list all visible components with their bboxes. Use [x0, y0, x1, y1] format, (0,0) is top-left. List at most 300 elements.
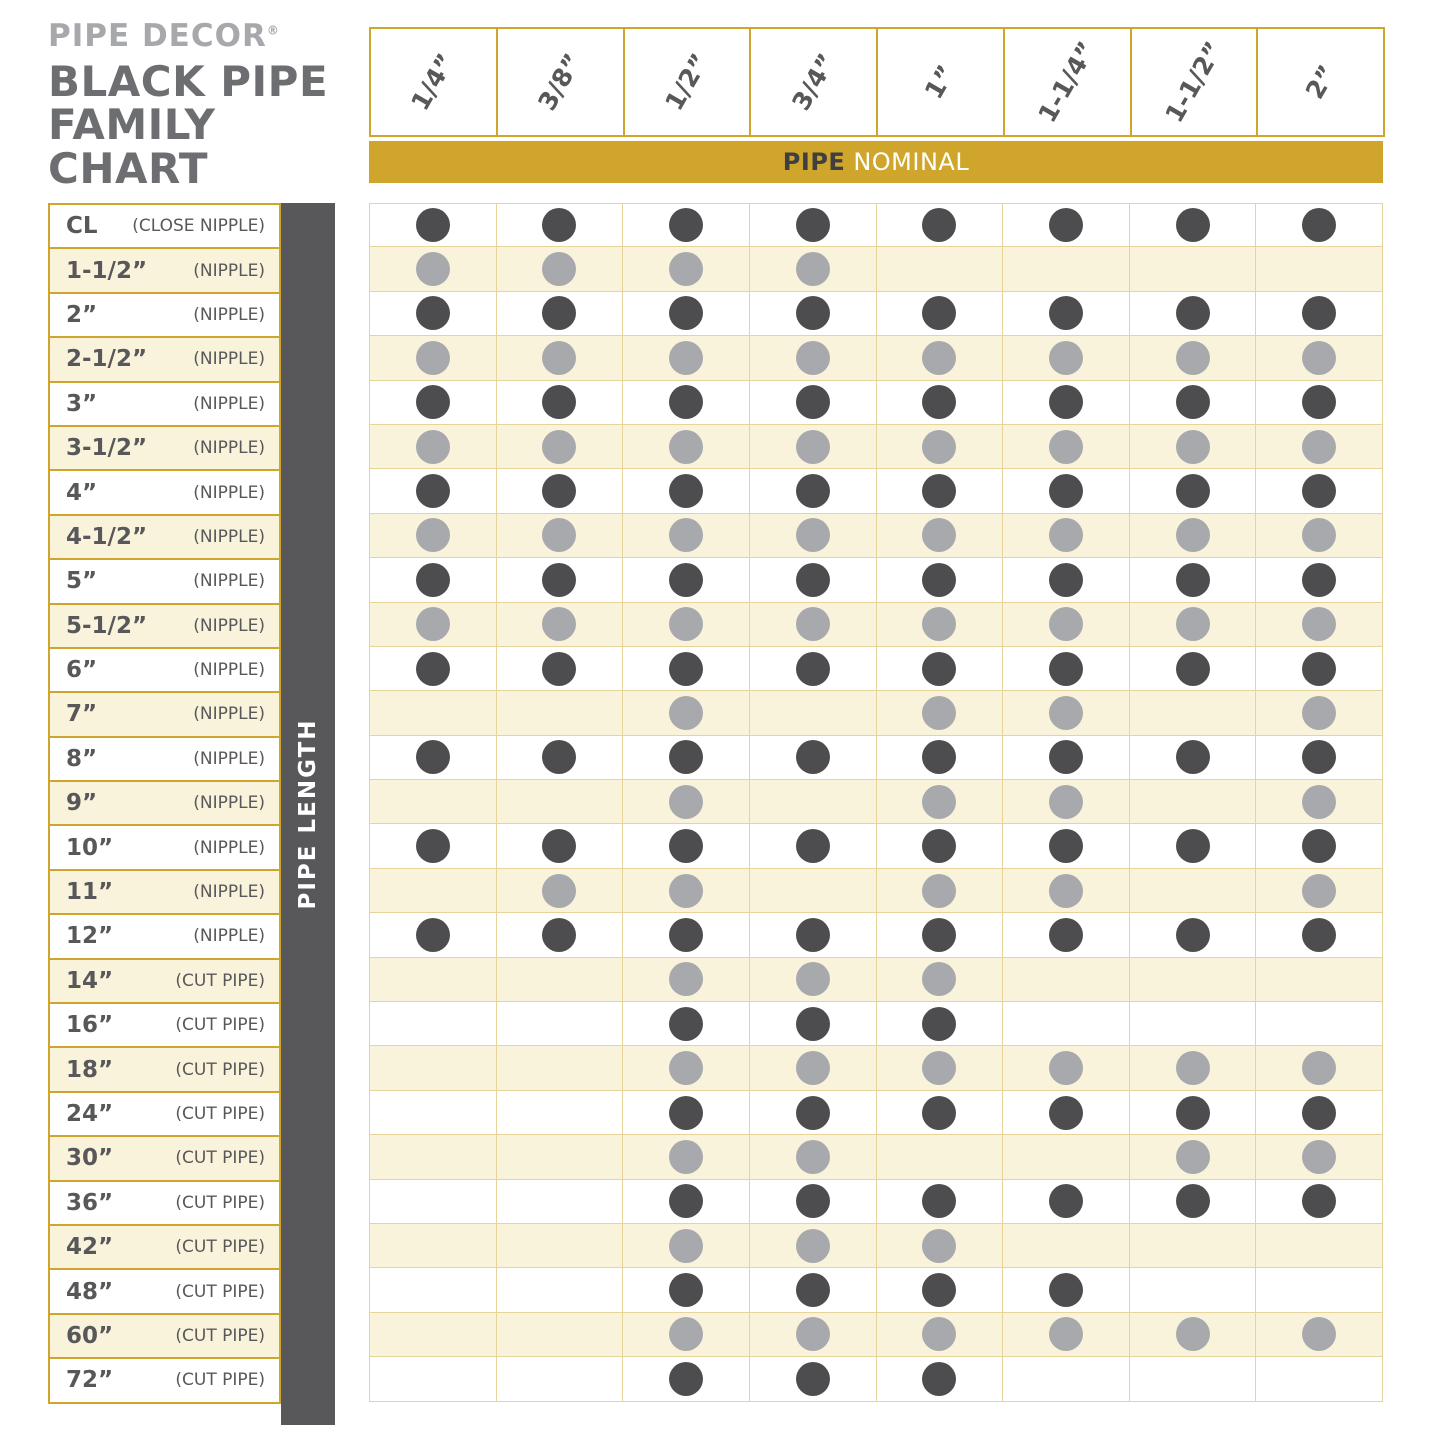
row-cells — [369, 1180, 1383, 1224]
availability-cell — [622, 603, 749, 647]
availability-cell — [749, 1224, 876, 1268]
table-row — [48, 336, 1383, 380]
availability-cell — [1002, 203, 1129, 247]
availability-cell — [1002, 292, 1129, 336]
row-label — [48, 1224, 281, 1270]
axis-spacer — [281, 203, 369, 247]
table-row — [48, 247, 1383, 291]
row-label-type: (NIPPLE) — [193, 571, 265, 592]
availability-cell — [1129, 1313, 1256, 1357]
availability-cell — [876, 1268, 1003, 1312]
availability-cell — [1255, 203, 1383, 247]
column-header — [1003, 27, 1132, 137]
availability-cell — [749, 1135, 876, 1179]
availability-cell — [496, 1180, 623, 1224]
availability-cell — [1255, 913, 1383, 957]
availability-dot-light-icon — [922, 1317, 956, 1351]
axis-spacer — [281, 1268, 369, 1312]
availability-cell — [1002, 381, 1129, 425]
availability-dot-light-icon — [669, 252, 703, 286]
availability-dot-dark-icon — [1176, 1096, 1210, 1130]
availability-cell — [1129, 958, 1256, 1002]
availability-cell — [1002, 913, 1129, 957]
availability-dot-light-icon — [796, 1317, 830, 1351]
page-title — [48, 57, 368, 193]
availability-cell — [622, 691, 749, 735]
availability-cell — [876, 1091, 1003, 1135]
availability-dot-dark-icon — [1049, 296, 1083, 330]
row-label-type: (NIPPLE) — [193, 260, 265, 281]
table-row — [48, 514, 1383, 558]
availability-cell — [1255, 336, 1383, 380]
axis-spacer — [281, 514, 369, 558]
availability-dot-light-icon — [542, 874, 576, 908]
availability-dot-dark-icon — [669, 1362, 703, 1396]
availability-cell — [1129, 469, 1256, 513]
column-header-label: 1-1/2” — [1159, 36, 1229, 128]
availability-cell — [749, 691, 876, 735]
table-row — [48, 292, 1383, 336]
availability-dot-dark-icon — [669, 918, 703, 952]
axis-spacer — [281, 603, 369, 647]
availability-cell — [622, 958, 749, 1002]
availability-dot-light-icon — [1049, 785, 1083, 819]
availability-dot-dark-icon — [416, 740, 450, 774]
availability-dot-light-icon — [922, 696, 956, 730]
availability-dot-dark-icon — [1176, 1184, 1210, 1218]
availability-dot-dark-icon — [796, 1096, 830, 1130]
availability-cell — [749, 381, 876, 425]
table-row — [48, 1135, 1383, 1179]
availability-cell — [1002, 1091, 1129, 1135]
row-label-type: (NIPPLE) — [193, 393, 265, 414]
row-cells — [369, 1046, 1383, 1090]
row-cells — [369, 736, 1383, 780]
availability-dot-light-icon — [669, 1317, 703, 1351]
availability-dot-dark-icon — [416, 563, 450, 597]
availability-cell — [369, 736, 496, 780]
availability-dot-light-icon — [796, 341, 830, 375]
availability-cell — [369, 203, 496, 247]
axis-spacer — [281, 1357, 369, 1401]
availability-cell — [1129, 824, 1256, 868]
pipe-nominal-rest: NOMINAL — [853, 148, 970, 176]
availability-cell — [622, 1135, 749, 1179]
row-label-size: 42” — [66, 1234, 114, 1261]
availability-cell — [876, 1135, 1003, 1179]
axis-spacer — [281, 1046, 369, 1090]
availability-cell — [496, 292, 623, 336]
row-label-size: 3-1/2” — [66, 435, 148, 462]
availability-dot-dark-icon — [1302, 1184, 1336, 1218]
availability-cell — [876, 869, 1003, 913]
row-cells — [369, 1002, 1383, 1046]
axis-spacer — [281, 913, 369, 957]
availability-dot-dark-icon — [796, 1362, 830, 1396]
availability-dot-dark-icon — [922, 1007, 956, 1041]
availability-cell — [876, 469, 1003, 513]
availability-cell — [622, 780, 749, 824]
row-label — [48, 558, 281, 604]
availability-cell — [1129, 1268, 1256, 1312]
availability-dot-dark-icon — [922, 1096, 956, 1130]
axis-spacer — [281, 958, 369, 1002]
availability-dot-dark-icon — [416, 296, 450, 330]
availability-cell — [496, 736, 623, 780]
availability-dot-light-icon — [922, 1229, 956, 1263]
availability-dot-dark-icon — [542, 652, 576, 686]
availability-dot-dark-icon — [1049, 1184, 1083, 1218]
axis-spacer — [281, 558, 369, 602]
availability-cell — [496, 1002, 623, 1046]
availability-cell — [369, 1313, 496, 1357]
row-label-type: (CUT PIPE) — [175, 1370, 265, 1391]
row-label — [48, 824, 281, 870]
row-label-size: 2” — [66, 301, 98, 328]
availability-cell — [1255, 1357, 1383, 1401]
availability-dot-dark-icon — [542, 918, 576, 952]
axis-spacer — [281, 1313, 369, 1357]
availability-cell — [369, 1180, 496, 1224]
row-label — [48, 1357, 281, 1403]
availability-cell — [622, 336, 749, 380]
availability-cell — [876, 336, 1003, 380]
axis-spacer — [281, 469, 369, 513]
availability-dot-dark-icon — [669, 829, 703, 863]
availability-cell — [1255, 736, 1383, 780]
availability-cell — [876, 292, 1003, 336]
availability-cell — [1002, 736, 1129, 780]
availability-dot-light-icon — [669, 874, 703, 908]
row-label — [48, 514, 281, 560]
availability-cell — [1255, 1180, 1383, 1224]
availability-cell — [369, 425, 496, 469]
availability-cell — [369, 691, 496, 735]
availability-dot-light-icon — [416, 518, 450, 552]
availability-dot-dark-icon — [1049, 740, 1083, 774]
availability-cell — [369, 247, 496, 291]
availability-dot-dark-icon — [1176, 829, 1210, 863]
availability-dot-dark-icon — [1302, 563, 1336, 597]
availability-dot-dark-icon — [1176, 652, 1210, 686]
row-label-size: 7” — [66, 701, 98, 728]
row-cells — [369, 203, 1383, 247]
availability-cell — [622, 203, 749, 247]
availability-cell — [1002, 1002, 1129, 1046]
availability-cell — [369, 1357, 496, 1401]
availability-cell — [1255, 469, 1383, 513]
availability-cell — [496, 958, 623, 1002]
column-header-label: 1/4” — [405, 48, 462, 116]
column-header-label: 3/8” — [532, 48, 588, 116]
title-block — [48, 18, 368, 193]
row-cells — [369, 647, 1383, 691]
row-label — [48, 1313, 281, 1359]
availability-cell — [1255, 1002, 1383, 1046]
availability-dot-dark-icon — [669, 1273, 703, 1307]
availability-dot-light-icon — [1176, 518, 1210, 552]
availability-dot-dark-icon — [1176, 208, 1210, 242]
row-label-size: 6” — [66, 657, 98, 684]
availability-cell — [1255, 292, 1383, 336]
availability-cell — [1255, 824, 1383, 868]
availability-dot-dark-icon — [1176, 740, 1210, 774]
availability-dot-light-icon — [669, 607, 703, 641]
availability-cell — [1255, 691, 1383, 735]
row-label-type: (NIPPLE) — [193, 438, 265, 459]
availability-cell — [749, 1180, 876, 1224]
availability-cell — [749, 780, 876, 824]
availability-dot-light-icon — [1176, 341, 1210, 375]
availability-cell — [369, 647, 496, 691]
availability-dot-light-icon — [796, 1140, 830, 1174]
availability-dot-light-icon — [796, 607, 830, 641]
availability-cell — [1255, 558, 1383, 602]
availability-cell — [749, 958, 876, 1002]
row-label — [48, 736, 281, 782]
row-cells — [369, 780, 1383, 824]
availability-cell — [622, 558, 749, 602]
availability-cell — [1002, 1180, 1129, 1224]
column-header — [496, 27, 625, 137]
availability-dot-dark-icon — [1176, 918, 1210, 952]
row-label-size: 3” — [66, 390, 98, 417]
availability-cell — [622, 1091, 749, 1135]
availability-cell — [876, 1180, 1003, 1224]
availability-dot-dark-icon — [796, 652, 830, 686]
column-header-label: 2” — [1299, 60, 1342, 104]
availability-cell — [876, 203, 1003, 247]
table-row — [48, 425, 1383, 469]
availability-dot-dark-icon — [922, 385, 956, 419]
availability-cell — [369, 1046, 496, 1090]
availability-dot-light-icon — [416, 252, 450, 286]
availability-dot-dark-icon — [1049, 208, 1083, 242]
availability-dot-dark-icon — [922, 1273, 956, 1307]
row-label-size: 30” — [66, 1145, 114, 1172]
availability-dot-dark-icon — [1049, 385, 1083, 419]
availability-cell — [1129, 292, 1256, 336]
availability-cell — [1255, 1224, 1383, 1268]
availability-dot-light-icon — [669, 696, 703, 730]
availability-cell — [369, 514, 496, 558]
availability-cell — [749, 1313, 876, 1357]
availability-cell — [749, 1091, 876, 1135]
availability-dot-dark-icon — [669, 563, 703, 597]
availability-cell — [369, 1091, 496, 1135]
availability-cell — [496, 691, 623, 735]
row-label-size: 24” — [66, 1101, 114, 1127]
availability-dot-dark-icon — [1049, 474, 1083, 508]
row-label — [48, 292, 281, 338]
availability-cell — [1255, 247, 1383, 291]
availability-cell — [1129, 1002, 1256, 1046]
row-label — [48, 913, 281, 959]
availability-cell — [496, 425, 623, 469]
availability-cell — [496, 913, 623, 957]
availability-cell — [749, 558, 876, 602]
availability-cell — [876, 425, 1003, 469]
availability-dot-dark-icon — [542, 563, 576, 597]
availability-dot-light-icon — [1302, 1051, 1336, 1085]
column-header — [749, 27, 878, 137]
availability-dot-dark-icon — [1049, 563, 1083, 597]
row-cells — [369, 469, 1383, 513]
availability-dot-light-icon — [1049, 430, 1083, 464]
availability-cell — [369, 1002, 496, 1046]
availability-dot-light-icon — [1302, 430, 1336, 464]
axis-spacer — [281, 381, 369, 425]
table-row — [48, 691, 1383, 735]
availability-cell — [369, 469, 496, 513]
availability-dot-dark-icon — [922, 652, 956, 686]
table-row — [48, 603, 1383, 647]
availability-cell — [1129, 381, 1256, 425]
availability-cell — [1002, 514, 1129, 558]
availability-cell — [1002, 558, 1129, 602]
row-label — [48, 381, 281, 427]
availability-dot-dark-icon — [669, 208, 703, 242]
availability-dot-light-icon — [669, 430, 703, 464]
row-cells — [369, 247, 1383, 291]
table-row — [48, 958, 1383, 1002]
availability-dot-light-icon — [1302, 1317, 1336, 1351]
row-cells — [369, 1268, 1383, 1312]
availability-dot-dark-icon — [1049, 1096, 1083, 1130]
row-label-size: 36” — [66, 1189, 114, 1216]
availability-dot-light-icon — [922, 430, 956, 464]
row-cells — [369, 913, 1383, 957]
availability-dot-light-icon — [922, 518, 956, 552]
availability-dot-dark-icon — [1176, 474, 1210, 508]
row-label-size: 48” — [66, 1278, 114, 1305]
availability-dot-dark-icon — [922, 296, 956, 330]
availability-cell — [749, 736, 876, 780]
availability-dot-dark-icon — [669, 1096, 703, 1130]
availability-cell — [876, 381, 1003, 425]
availability-cell — [496, 1357, 623, 1401]
column-header — [623, 27, 752, 137]
row-label — [48, 469, 281, 515]
availability-dot-light-icon — [1049, 607, 1083, 641]
row-cells — [369, 691, 1383, 735]
row-label-type: (CUT PIPE) — [175, 1281, 265, 1302]
table-row — [48, 1268, 1383, 1312]
availability-dot-light-icon — [1302, 341, 1336, 375]
availability-dot-light-icon — [1302, 696, 1336, 730]
availability-dot-dark-icon — [542, 829, 576, 863]
row-label — [48, 1268, 281, 1314]
availability-dot-dark-icon — [1176, 296, 1210, 330]
availability-cell — [749, 913, 876, 957]
availability-dot-light-icon — [1302, 1140, 1336, 1174]
availability-dot-dark-icon — [416, 829, 450, 863]
axis-spacer — [281, 1180, 369, 1224]
availability-dot-dark-icon — [1176, 385, 1210, 419]
table-row — [48, 1357, 1383, 1401]
availability-cell — [876, 736, 1003, 780]
row-label-size: 11” — [66, 879, 114, 906]
availability-cell — [622, 1002, 749, 1046]
availability-cell — [876, 558, 1003, 602]
availability-cell — [1255, 1313, 1383, 1357]
availability-cell — [749, 647, 876, 691]
row-label-size: 14” — [66, 967, 114, 994]
page-title-line2: FAMILY CHART — [48, 100, 216, 193]
availability-cell — [1255, 647, 1383, 691]
availability-cell — [1129, 1046, 1256, 1090]
availability-cell — [1002, 1313, 1129, 1357]
column-header-label: 1/2” — [659, 48, 715, 116]
row-label — [48, 1046, 281, 1092]
availability-dot-light-icon — [416, 341, 450, 375]
table-row — [48, 780, 1383, 824]
row-label — [48, 247, 281, 293]
row-label — [48, 603, 281, 649]
availability-cell — [1129, 780, 1256, 824]
column-header-label: 1-1/4” — [1032, 36, 1102, 128]
availability-cell — [622, 247, 749, 291]
availability-dot-dark-icon — [669, 296, 703, 330]
availability-cell — [496, 1091, 623, 1135]
availability-cell — [749, 292, 876, 336]
availability-dot-dark-icon — [416, 474, 450, 508]
pipe-nominal-axis-label — [369, 141, 1383, 183]
availability-cell — [1002, 824, 1129, 868]
availability-dot-light-icon — [542, 607, 576, 641]
availability-cell — [496, 780, 623, 824]
availability-dot-dark-icon — [1049, 918, 1083, 952]
axis-spacer — [281, 292, 369, 336]
row-cells — [369, 824, 1383, 868]
availability-dot-light-icon — [1302, 874, 1336, 908]
availability-cell — [1255, 1135, 1383, 1179]
availability-dot-light-icon — [669, 962, 703, 996]
availability-dot-dark-icon — [669, 652, 703, 686]
row-label — [48, 691, 281, 737]
availability-cell — [369, 1135, 496, 1179]
column-headers — [369, 27, 1383, 137]
availability-cell — [496, 647, 623, 691]
availability-dot-dark-icon — [796, 563, 830, 597]
availability-cell — [1129, 1180, 1256, 1224]
availability-cell — [1255, 1046, 1383, 1090]
row-label-type: (CUT PIPE) — [175, 1325, 265, 1346]
availability-dot-dark-icon — [1302, 474, 1336, 508]
row-label-size: CL — [66, 213, 98, 240]
availability-dot-dark-icon — [1302, 1096, 1336, 1130]
row-label-size: 60” — [66, 1322, 114, 1349]
availability-cell — [622, 1357, 749, 1401]
availability-dot-dark-icon — [1302, 208, 1336, 242]
availability-dot-light-icon — [922, 874, 956, 908]
row-label-size: 18” — [66, 1056, 114, 1083]
availability-dot-dark-icon — [796, 1184, 830, 1218]
row-label-size: 5-1/2” — [66, 612, 148, 639]
availability-cell — [1255, 1091, 1383, 1135]
availability-cell — [876, 780, 1003, 824]
availability-cell — [749, 1357, 876, 1401]
availability-dot-dark-icon — [1049, 1273, 1083, 1307]
availability-cell — [749, 1046, 876, 1090]
row-label — [48, 425, 281, 471]
availability-cell — [1002, 336, 1129, 380]
row-cells — [369, 958, 1383, 1002]
availability-cell — [1002, 1268, 1129, 1312]
availability-cell — [1129, 736, 1256, 780]
availability-cell — [369, 913, 496, 957]
table-row — [48, 1046, 1383, 1090]
